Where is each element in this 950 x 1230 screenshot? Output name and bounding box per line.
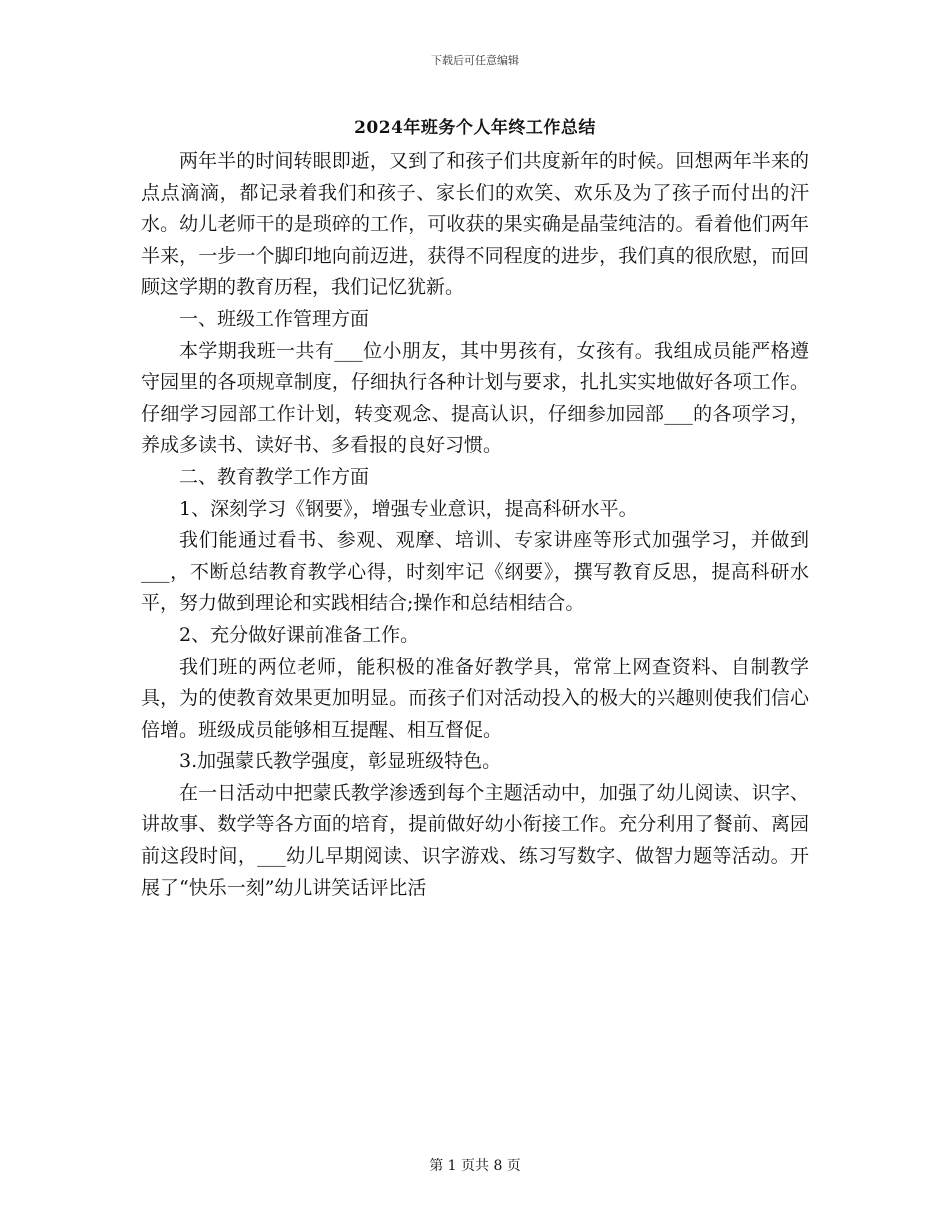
section-heading-teaching: 二、教育教学工作方面 [179,465,370,488]
document-title: 2024年班务个人年终工作总结 [354,118,596,138]
subheading-montessori: 3.加强蒙氏教学强度，彰显班级特色。 [179,750,502,773]
page-header-note: 下载后可任意编辑 [431,54,519,67]
subheading-preparation: 2、充分做好课前准备工作。 [179,623,420,646]
document-body [141,146,809,904]
paragraph-montessori: 在一日活动中把蒙氏教学渗透到每个主题活动中，加强了幼儿阅读、识字、讲故事、数学等各方面的培育，提前做好幼小衔接工作。充分利用了餐前、离园前这段时间，___幼儿早期阅读、识字游戏、练习写数字、做智力题等活动。开展了“快乐一刻”幼儿讲笑话评比活 [141,781,809,899]
paragraph-intro: 两年半的时间转眼即逝，又到了和孩子们共度新年的时候。回想两年半来的点点滴滴，都记录着我们和孩子、家长们的欢笑、欢乐及为了孩子而付出的汗水。幼儿老师干的是琐碎的工作，可收获的果实确是晶莹纯洁的。看着他们两年半来，一步一个脚印地向前迈进，获得不同程度的进步，我们真的很欣慰，而回顾这学期的教育历程，我们记忆犹新。 [141,150,809,299]
section-heading-class-management: 一、班级工作管理方面 [179,307,370,330]
subheading-study: 1、深刻学习《钢要》，增强专业意识，提高科研水平。 [179,497,638,520]
paragraph-class-management: 本学期我班一共有___位小朋友，其中男孩有，女孩有。我组成员能严格遵守园里的各项规章制度，仔细执行各种计划与要求，扎扎实实地做好各项工作。仔细学习园部工作计划，转变观念、提高认识，仔细参加园部___的各项学习，养成多读书、读好书、多看报的良好习惯。 [141,339,809,457]
paragraph-study: 我们能通过看书、参观、观摩、培训、专家讲座等形式加强学习，并做到___，不断总结教育教学心得，时刻牢记《纲要》，撰写教育反思，提高科研水平，努力做到理论和实践相结合;操作和总结相结合。 [141,529,809,615]
paragraph-preparation: 我们班的两位老师，能积极的准备好教学具，常常上网查资料、自制教学具，为的使教育效果更加明显。而孩子们对活动投入的极大的兴趣则使我们信心倍增。班级成员能够相互提醒、相互督促。 [141,655,809,741]
page-number: 第 1 页共 8 页 [429,1158,521,1174]
